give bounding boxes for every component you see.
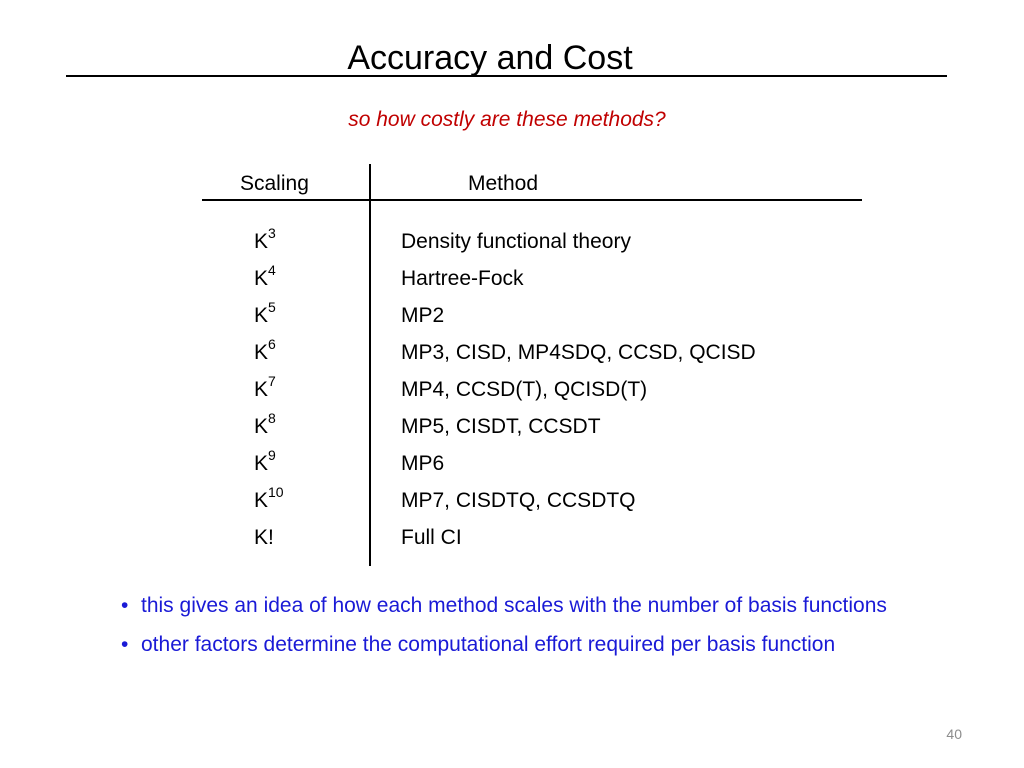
scaling-base: K [254, 267, 269, 290]
method-cell: MP2 [401, 304, 445, 327]
scaling-exponent: 3 [268, 225, 276, 241]
scaling-cell [254, 374, 276, 406]
method-cell: Full CI [401, 526, 462, 549]
method-cell: MP7, CISDTQ, CCSDTQ [401, 489, 636, 512]
scaling-cell [254, 337, 276, 369]
scaling-cell [254, 411, 276, 443]
page-number: 40 [946, 726, 962, 742]
scaling-cell [254, 448, 276, 480]
title-underline [66, 75, 947, 77]
bullet-marker: • [121, 633, 129, 656]
scaling-exponent: 10 [268, 484, 284, 500]
bullet-list [112, 591, 902, 669]
slide-title: Accuracy and Cost [347, 39, 633, 77]
scaling-base: K [254, 304, 269, 327]
scaling-base: K [254, 452, 269, 475]
scaling-exponent: 6 [268, 336, 276, 352]
scaling-exponent: 7 [268, 373, 276, 389]
scaling-cell [254, 226, 276, 258]
scaling-column-header: Scaling [240, 172, 309, 195]
method-cell: Density functional theory [401, 230, 631, 253]
table-row [0, 522, 1024, 559]
scaling-cell [254, 522, 274, 554]
bullet-marker: • [121, 594, 129, 617]
table-row [0, 374, 1024, 411]
method-column-header: Method [468, 172, 539, 195]
slide-subtitle: so how costly are these methods? [348, 108, 666, 131]
bullet-item [112, 591, 902, 621]
method-cell: MP3, CISD, MP4SDQ, CCSD, QCISD [401, 341, 756, 364]
table-row [0, 337, 1024, 374]
scaling-cell [254, 485, 284, 517]
scaling-cell [254, 300, 276, 332]
scaling-base: K [254, 415, 269, 438]
scaling-table-body [0, 226, 1024, 559]
scaling-exponent: 4 [268, 262, 276, 278]
table-row [0, 485, 1024, 522]
method-cell: Hartree-Fock [401, 267, 524, 290]
scaling-base: K [254, 230, 269, 253]
scaling-base: K! [254, 526, 274, 549]
scaling-base: K [254, 489, 269, 512]
table-row [0, 411, 1024, 448]
table-row [0, 263, 1024, 300]
table-row [0, 226, 1024, 263]
bullet-text: this gives an idea of how each method scales with the number of basis functions [141, 594, 887, 617]
scaling-exponent: 8 [268, 410, 276, 426]
bullet-item [112, 630, 902, 660]
method-cell: MP4, CCSD(T), QCISD(T) [401, 378, 648, 401]
method-cell: MP6 [401, 452, 445, 475]
bullet-text: other factors determine the computational effort required per basis function [141, 633, 836, 656]
table-row [0, 448, 1024, 485]
scaling-base: K [254, 378, 269, 401]
scaling-cell [254, 263, 276, 295]
scaling-base: K [254, 341, 269, 364]
table-header-rule [202, 199, 862, 201]
table-row [0, 300, 1024, 337]
scaling-exponent: 5 [268, 299, 276, 315]
method-cell: MP5, CISDT, CCSDT [401, 415, 601, 438]
scaling-exponent: 9 [268, 447, 276, 463]
